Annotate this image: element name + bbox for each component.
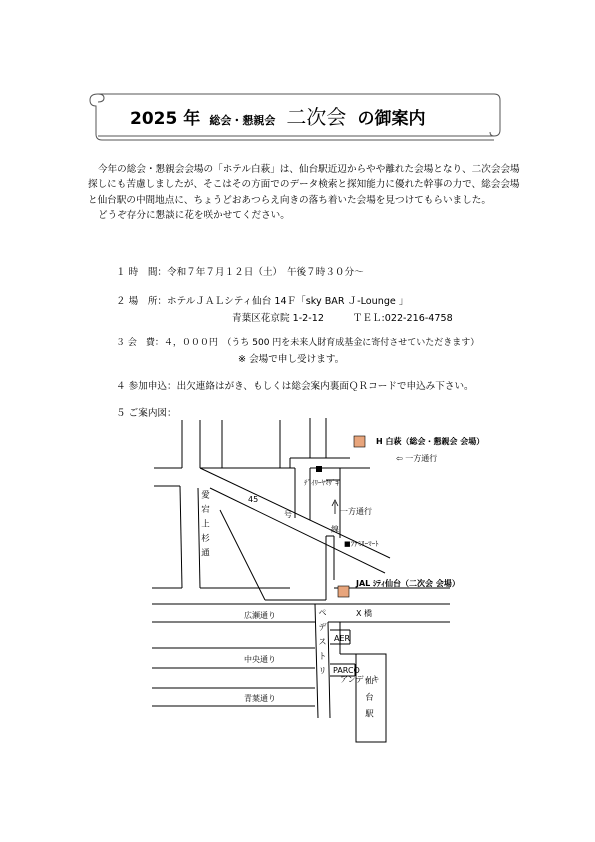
item-map-label: ５ ご案内図：	[116, 408, 177, 419]
map-route45-c: 線	[331, 525, 339, 534]
item-time-text: 令和７年７月１２日（土） 午後７時３０分～	[167, 267, 364, 278]
hotel-shirahagi-marker	[354, 436, 365, 447]
intro-paragraph-1: 今年の総会・懇親会会場の「ホテル白萩」は、仙台駅近辺からやや離れた会場となり、二次会会場探しにも苦慮しましたが、そこはその方面でのデータ検索と探知能力に優れた幹事の力で、総会会場と仙台駅の中間地点に、ちょうどおあつらえ向きの落ち着いた会場を見つけてもらいました。	[88, 164, 520, 206]
map-familymart-label: ■ﾌｧﾐﾘｰﾏｰﾄ	[344, 540, 379, 548]
item-place	[116, 293, 408, 307]
map-pedestrian-label: ペデストリ	[316, 608, 327, 681]
map-route45-b: 号	[284, 510, 292, 519]
item-place-text: ホテルＪＡＬシティ仙台 14Ｆ「sky BAR Ｊ-Lounge 」	[167, 296, 409, 307]
item-place-address: 青葉区花京院 1-2-12 ＴＥＬ:022-216-4758	[232, 313, 453, 324]
item-apply	[116, 378, 474, 392]
item-time-label: １ 時 間：	[116, 267, 168, 278]
hotel-jal-marker	[338, 586, 349, 597]
item-place-label: ２ 場 所：	[116, 296, 168, 307]
map-hirose-label: 広瀬通り	[244, 611, 276, 620]
map-route45-a: 45	[248, 495, 259, 504]
map-aer-label: AER	[334, 634, 351, 643]
map-oneway1-label: ⇦ 一方通行	[396, 454, 438, 463]
oneway-up-arrow-icon	[332, 500, 338, 514]
title-subtitle: 総会・懇親会	[209, 114, 276, 127]
map-atago-label: 愛宕上杉通	[199, 490, 210, 563]
map-parco-label: PARCO	[333, 666, 360, 675]
item-fee-note: ※ 会場で申し受けます。	[238, 354, 345, 365]
item-fee-label: ３ 会 費：	[116, 338, 164, 348]
map-aoba-label: 青葉通り	[244, 694, 276, 703]
item-fee	[116, 335, 479, 348]
item-apply-text: 出欠連絡はがき、もしくは総会案内裏面ＱＲコードで申込み下さい。	[176, 381, 474, 392]
map-hotel2-label: JAL ｼﾃｨ仙台（二次会 会場）	[356, 579, 460, 588]
intro-paragraph-2: どうぞ存分に懇談に花を咲かせてください。	[98, 210, 290, 222]
title-year: 2025 年	[130, 109, 201, 129]
item-apply-label: ４ 参加申込：	[116, 381, 177, 392]
map-andeki-label: アンデッキ	[340, 675, 380, 684]
map-sendai-label: 仙台駅	[363, 676, 374, 726]
map-oneway2-label: 一方通行	[340, 507, 372, 516]
daily-marker	[316, 466, 322, 472]
map-xbashi-label: X 橋	[356, 609, 373, 618]
intro-text	[88, 162, 528, 224]
item-time	[116, 264, 364, 278]
map-hotel1-label: H 白萩（総会・懇親会 会場）	[376, 437, 485, 446]
map-daily-label: ﾃﾞｲﾘｰﾔﾏｻﾞｷ	[304, 479, 339, 487]
item-map	[116, 405, 177, 419]
item-fee-text: ４，０００円 （うち 500 円を未来人財育成基金に寄付させていただきます）	[163, 338, 480, 348]
page-title	[130, 101, 426, 127]
title-suffix: の御案内	[357, 109, 426, 129]
map-chuo-label: 中央通り	[244, 655, 276, 664]
title-main: 二次会	[286, 105, 347, 129]
